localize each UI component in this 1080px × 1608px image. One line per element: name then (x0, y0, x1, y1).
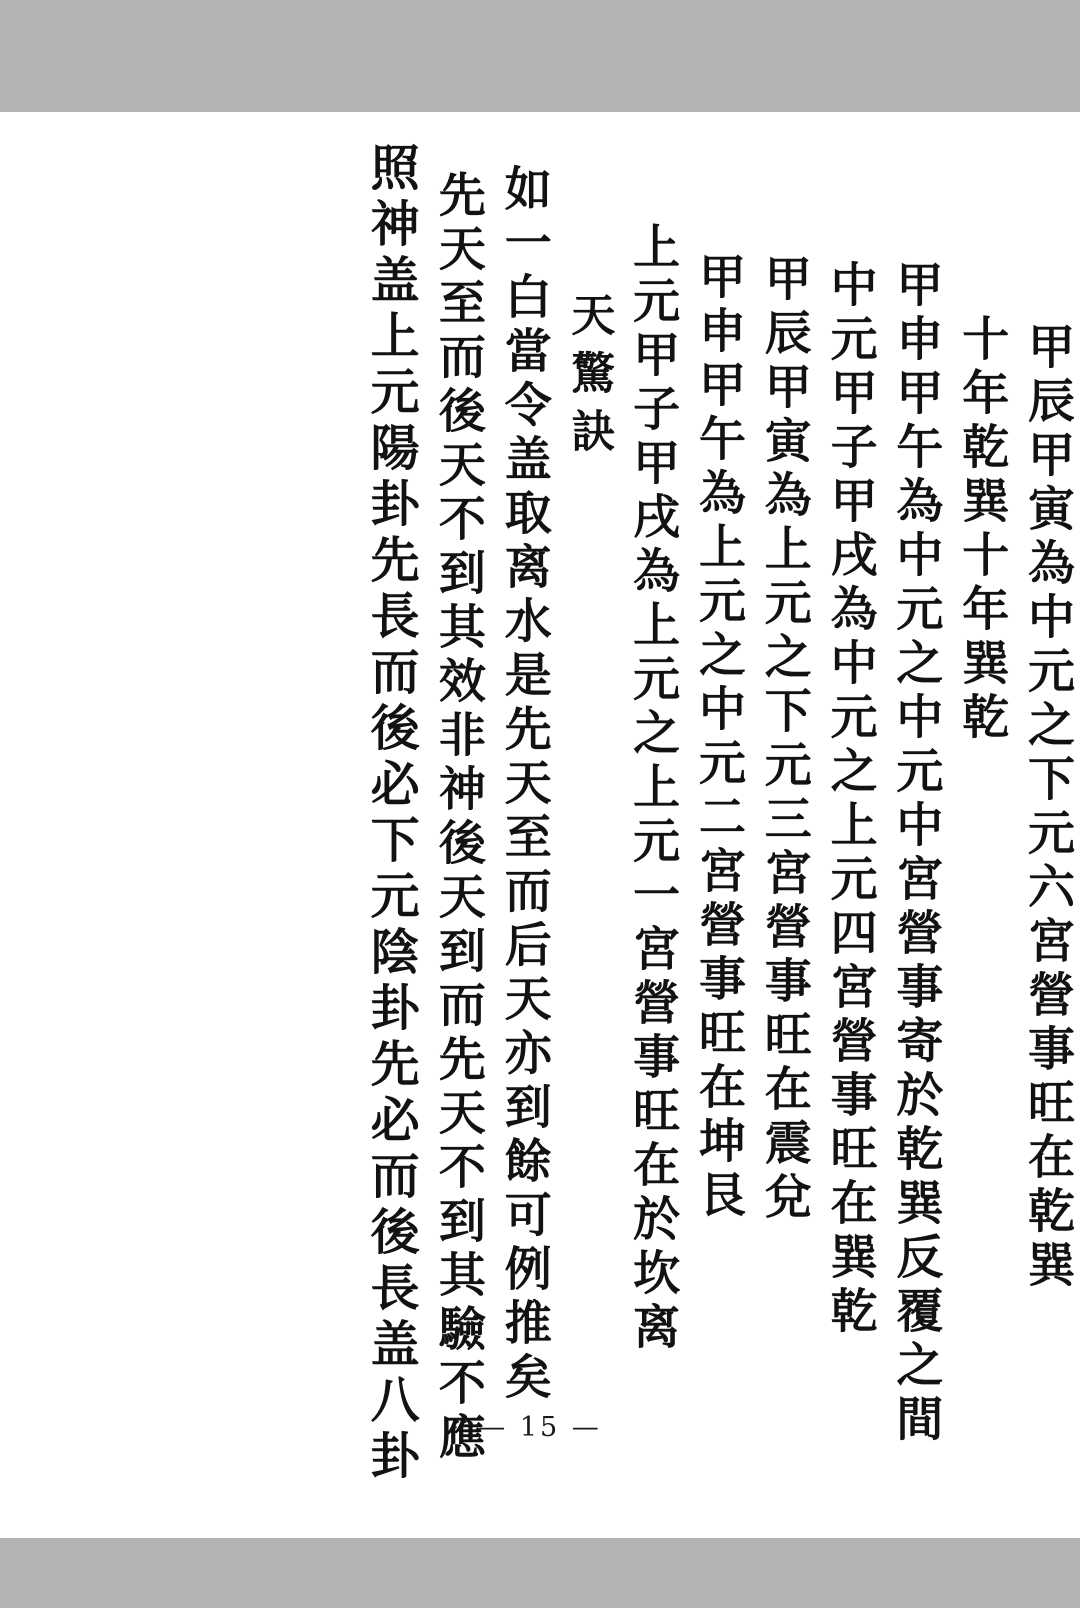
text-column: 十年乾巽十年巽乾 (954, 314, 1010, 746)
text-column: 照神盖上元陽卦先長而後必下元陰卦先必而後長盖八卦 (363, 142, 422, 1486)
page-number: — 15 — (478, 1412, 602, 1443)
text-column: 上元甲子甲戌為上元之上元一宮營事旺在於坎离 (625, 222, 681, 1356)
scanner-band-bottom (0, 1538, 1080, 1608)
section-heading: 天驚訣 (563, 292, 615, 466)
text-column: 先天至而後天不到其效非神後天到而先天不到其驗不應 (430, 170, 486, 1466)
text-column: 甲辰甲寅為上元之下元三宮營事旺在震兌 (756, 254, 812, 1226)
scanner-band-top (0, 0, 1080, 112)
text-column: 甲申甲午為上元之中元二宮營事旺在坤艮 (690, 252, 746, 1224)
text-column: 中元甲子甲戌為中元之上元四宮營事旺在巽乾 (822, 260, 878, 1340)
text-column: 甲申甲午為中元之中元中宮營事寄於乾巽反覆之間 (888, 260, 944, 1448)
document-page (0, 112, 1080, 1538)
vertical-text-body (363, 142, 1075, 1486)
text-column: 如一白當令盖取离水是先天至而后天亦到餘可例推矣 (496, 164, 552, 1406)
text-column: 甲辰甲寅為中元之下元六宮營事旺在乾巽 (1020, 322, 1075, 1294)
